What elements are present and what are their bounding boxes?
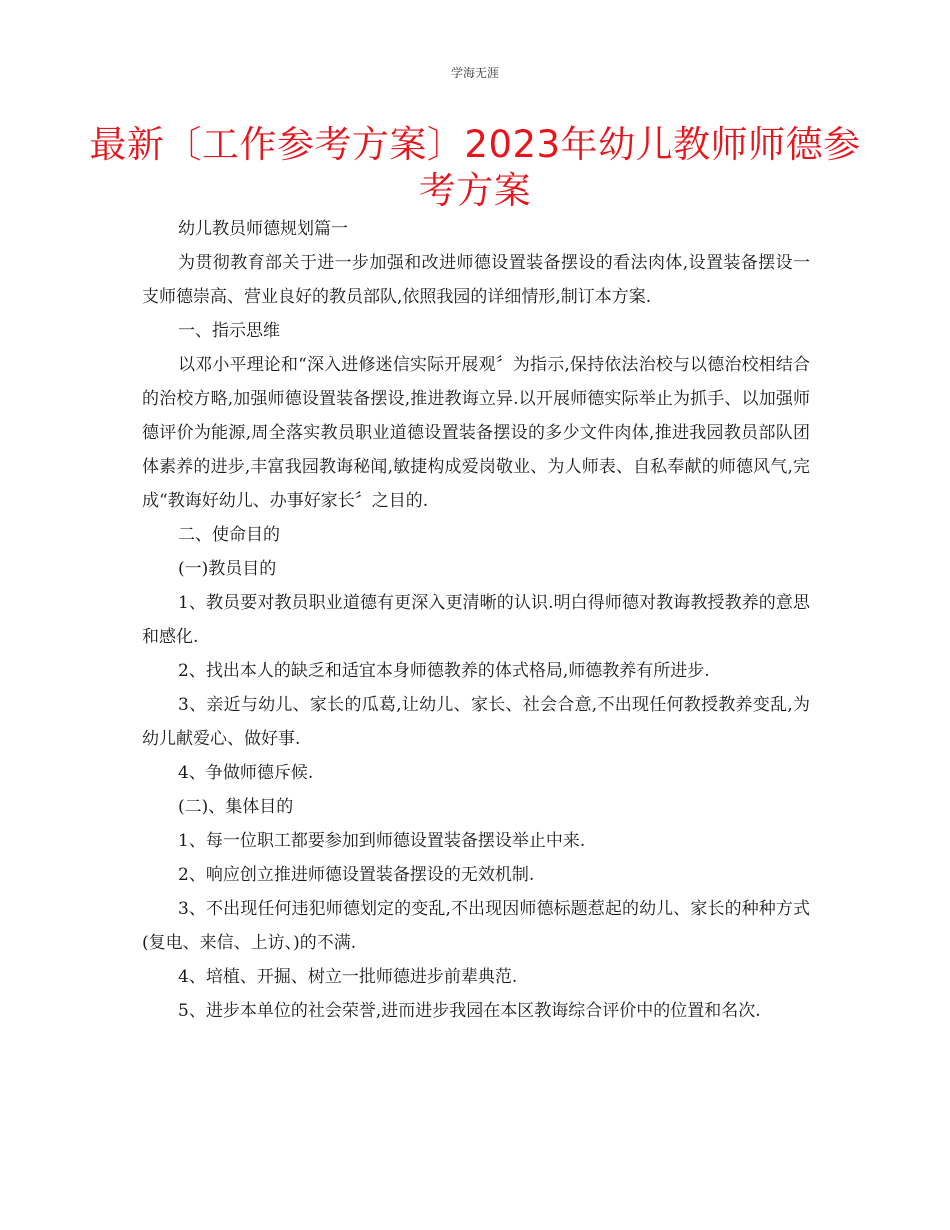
paragraph: 1、每一位职工都要参加到师德设置装备摆设举止中来. [178,831,586,851]
document-title: 最新〔工作参考方案〕2023年幼儿教师师德参考方案 [89,123,861,212]
paragraph: 5、进步本单位的社会荣誉,进而进步我园在本区教诲综合评价中的位置和名次. [178,1001,761,1021]
paragraph: 以邓小平理论和“深入进修迷信实际开展观〞为指示,保持依法治校与以德治校相结合的治校方略,加强师德设置装备摆设,推进教诲立异.以开展师德实际举止为抓手、以加强师德评价为能源,周全落实教员职业道德设置装备摆设的多少文件肉体,推进我园教员部队团体素养的进步,丰富我园教诲秘闻,敏捷构成爱岗敬业、为人师表、自私奉献的师德风气,完成“教诲好幼儿、办事好家长〞之目的. [142,355,810,511]
paragraph: 1、教员要对教员职业道德有更深入更清晰的认识.明白得师德对教诲教授教养的意思和感化. [142,593,810,647]
paragraph: 3、不出现任何违犯师德划定的变乱,不出现因师德标题惹起的幼儿、家长的种种方式(复电、来信、上访、)的不满. [142,899,810,953]
paragraph: 幼儿教员师德规划篇一 [178,219,348,239]
paragraph: (二)、集体目的 [178,797,294,817]
paragraph: 2、找出本人的缺乏和适宜本身师德教养的体式格局,师德教养有所进步. [178,661,710,681]
paragraph: 4、争做师德斥候. [178,763,314,783]
paragraph: 2、响应创立推进师德设置装备摆设的无效机制. [178,865,535,885]
paragraph: 二、使命目的 [178,525,280,545]
paragraph: 为贯彻教育部关于进一步加强和改进师德设置装备摆设的看法肉体,设置装备摆设一支师德崇高、营业良好的教员部队,依照我园的详细情形,制订本方案. [142,253,810,307]
paragraph: 3、亲近与幼儿、家长的瓜葛,让幼儿、家长、社会合意,不出现任何教授教养变乱,为幼儿献爱心、做好事. [142,695,810,749]
document-body [142,212,810,1028]
paragraph: 4、培植、开掘、树立一批师德进步前辈典范. [178,967,518,987]
paragraph: (一)教员目的 [178,559,277,579]
page-header: 学海无涯 [450,66,499,80]
paragraph: 一、指示思维 [178,321,280,341]
